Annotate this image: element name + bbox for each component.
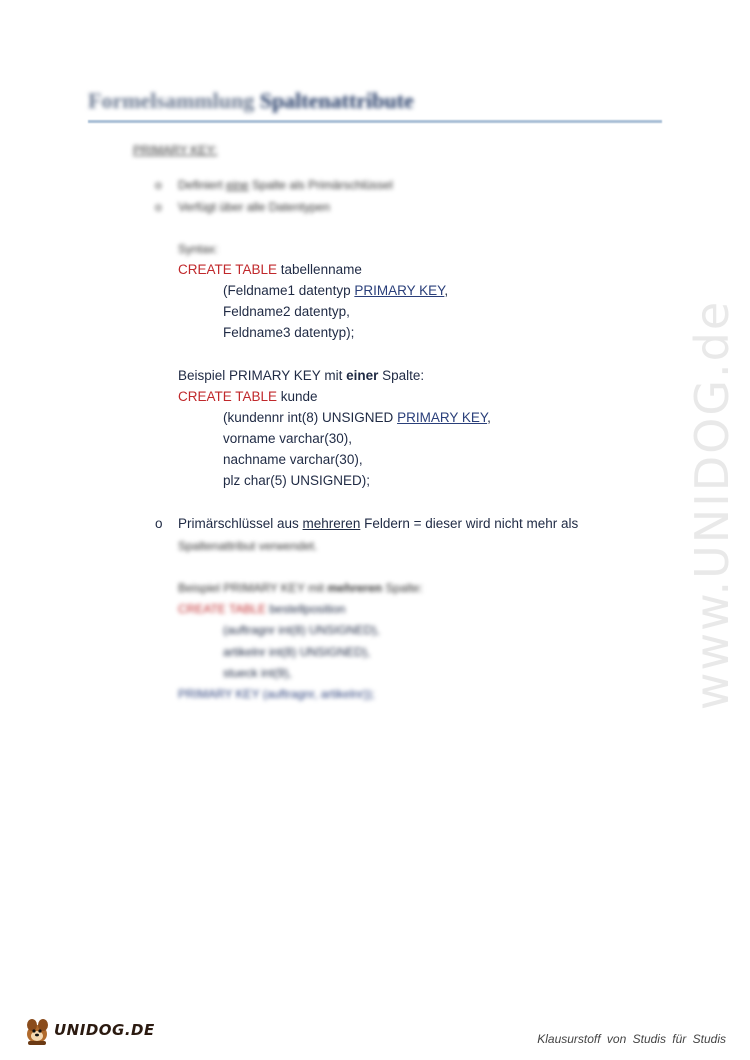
- page-title: [88, 88, 414, 114]
- title-underline: [88, 120, 662, 123]
- dog-icon: [22, 1016, 58, 1046]
- example1-field-3: nachname varchar(30),: [223, 452, 363, 467]
- sql-keyword: CREATE TABLE: [178, 602, 267, 616]
- example1-create-line: CREATE TABLE kunde: [178, 389, 318, 404]
- watermark: www.UNIDOG.de: [685, 299, 739, 711]
- example2-field-2: artikelnr int(8) UNSIGNED),: [223, 645, 371, 659]
- primary-key-keyword: PRIMARY KEY: [397, 410, 488, 425]
- example2-label: Beispiel PRIMARY KEY mit mehreren Spalte:: [178, 581, 423, 595]
- sql-keyword: CREATE TABLE: [178, 389, 278, 404]
- syntax-create-line: CREATE TABLE tabellenname: [178, 262, 362, 277]
- title-part-1: Formelsammlung: [88, 88, 255, 113]
- bullet-marker: o: [155, 516, 163, 531]
- syntax-field-2: Feldname2 datentyp,: [223, 304, 350, 319]
- bullet-marker: o: [155, 178, 162, 192]
- section-heading: PRIMARY KEY:: [133, 143, 218, 157]
- bullet-2: o Verfügt über alle Datentypen: [155, 200, 331, 214]
- sql-keyword: CREATE TABLE: [178, 262, 278, 277]
- example1-label: Beispiel PRIMARY KEY mit einer Spalte:: [178, 368, 425, 383]
- bullet-3-continuation: Spaltenattribut verwendet.: [178, 539, 318, 553]
- unidog-logo[interactable]: [22, 1016, 155, 1046]
- primary-key-keyword: PRIMARY KEY: [354, 283, 445, 298]
- example1-field-2: vorname varchar(30),: [223, 431, 353, 446]
- example2-field-1: (auftragnr int(8) UNSIGNED),: [223, 623, 380, 637]
- example2-field-3: stueck int(9),: [223, 666, 292, 680]
- bullet-marker: o: [155, 200, 162, 214]
- syntax-field-1: (Feldname1 datentyp PRIMARY KEY,: [223, 283, 449, 298]
- example1-field-1: (kundennr int(8) UNSIGNED PRIMARY KEY,: [223, 410, 491, 425]
- syntax-label: Syntax:: [178, 242, 219, 256]
- example2-create-line: CREATE TABLE bestellposition: [178, 602, 346, 616]
- bullet-1: o Definiert eine Spalte als Primärschlüssel: [155, 178, 393, 192]
- syntax-field-3: Feldname3 datentyp);: [223, 325, 355, 340]
- example1-field-4: plz char(5) UNSIGNED);: [223, 473, 371, 488]
- logo-text: UNIDOG.DE: [54, 1021, 155, 1039]
- footer-tagline: Klausurstoff von Studis für Studis: [537, 1032, 726, 1046]
- title-part-2: Spaltenattribute: [259, 88, 414, 113]
- example2-primary-key-line: PRIMARY KEY (auftragnr, artikelnr));: [178, 687, 375, 701]
- bullet-3: o Primärschlüssel aus mehreren Feldern = dieser wird nicht mehr als: [155, 516, 579, 531]
